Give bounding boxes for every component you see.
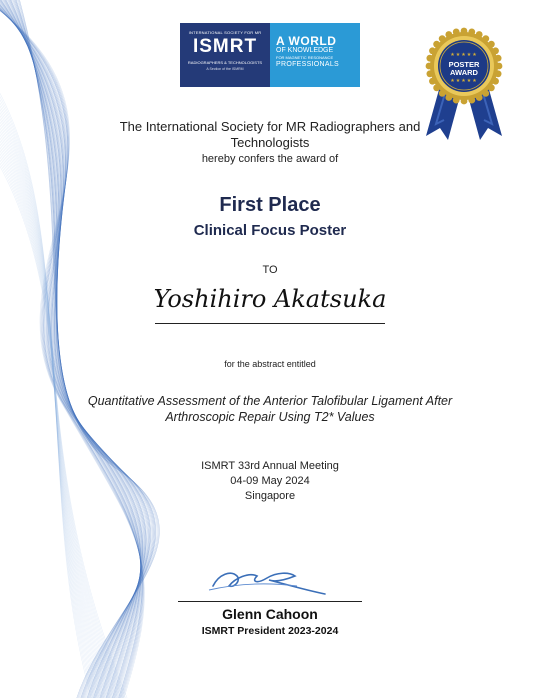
signer-name: Glenn Cahoon: [222, 606, 318, 622]
signature-mark: [205, 560, 335, 600]
wave-line: [0, 0, 141, 698]
wave-line: [0, 0, 141, 698]
award-place: First Place: [219, 194, 321, 216]
abstract-title: [60, 393, 480, 425]
logo-tagline-3: FOR MAGNETIC RESONANCE: [276, 55, 334, 60]
logo-section-note: A Section of the ISMRM: [206, 67, 244, 71]
signature-line: [178, 601, 362, 602]
logo-tagline-1: A WORLD: [276, 34, 337, 48]
logo-acronym: ISMRT: [192, 36, 258, 57]
ismrt-logo: [180, 23, 360, 87]
recipient-underline: [155, 323, 385, 324]
organization-name: [60, 119, 480, 151]
wave-line: [0, 0, 141, 698]
badge-line-1: POSTER: [448, 60, 480, 69]
wave-line: [0, 0, 143, 698]
abstract-title-line-1: Quantitative Assessment of the Anterior Talofibular Ligament After: [87, 394, 453, 408]
wave-line: [0, 0, 144, 698]
wave-line: [0, 0, 143, 698]
wave-line: [0, 0, 146, 698]
logo-left-panel: [180, 23, 270, 87]
wave-line: [0, 0, 143, 698]
recipient-name: Yoshihiro Akatsuka: [153, 285, 387, 313]
badge-stars-bottom: ★★★★★: [450, 78, 478, 84]
abstract-title-line-2: Arthroscopic Repair Using T2* Values: [165, 410, 375, 424]
logo-society-small: INTERNATIONAL SOCIETY FOR MR: [188, 30, 262, 35]
meeting-dates: 04-09 May 2024: [230, 475, 310, 487]
wave-line: [0, 0, 141, 698]
logo-tagline-4: PROFESSIONALS: [276, 61, 340, 68]
to-label: TO: [262, 264, 278, 276]
logo-tagline-2: OF KNOWLEDGE: [276, 47, 334, 54]
confers-text: hereby confers the award of: [201, 153, 339, 165]
org-line-1: The International Society for MR Radiographers and: [119, 119, 421, 134]
logo-subtitle: RADIOGRAPHERS & TECHNOLOGISTS: [187, 60, 263, 65]
wave-line: [0, 0, 142, 698]
badge-stars-top: ★★★★★: [450, 52, 478, 58]
meeting-info: [60, 459, 480, 504]
wave-line: [0, 0, 141, 698]
meeting-location: Singapore: [244, 490, 296, 502]
wave-line: [0, 0, 144, 698]
meeting-name: ISMRT 33rd Annual Meeting: [201, 460, 339, 472]
award-category: Clinical Focus Poster: [193, 222, 347, 239]
abstract-intro: for the abstract entitled: [224, 359, 316, 369]
wave-line: [0, 0, 141, 698]
badge-line-2: AWARD: [450, 68, 478, 77]
signer-role: ISMRT President 2023-2024: [201, 625, 339, 637]
logo-right-panel: [270, 23, 360, 87]
org-line-2: Technologists: [230, 135, 310, 150]
